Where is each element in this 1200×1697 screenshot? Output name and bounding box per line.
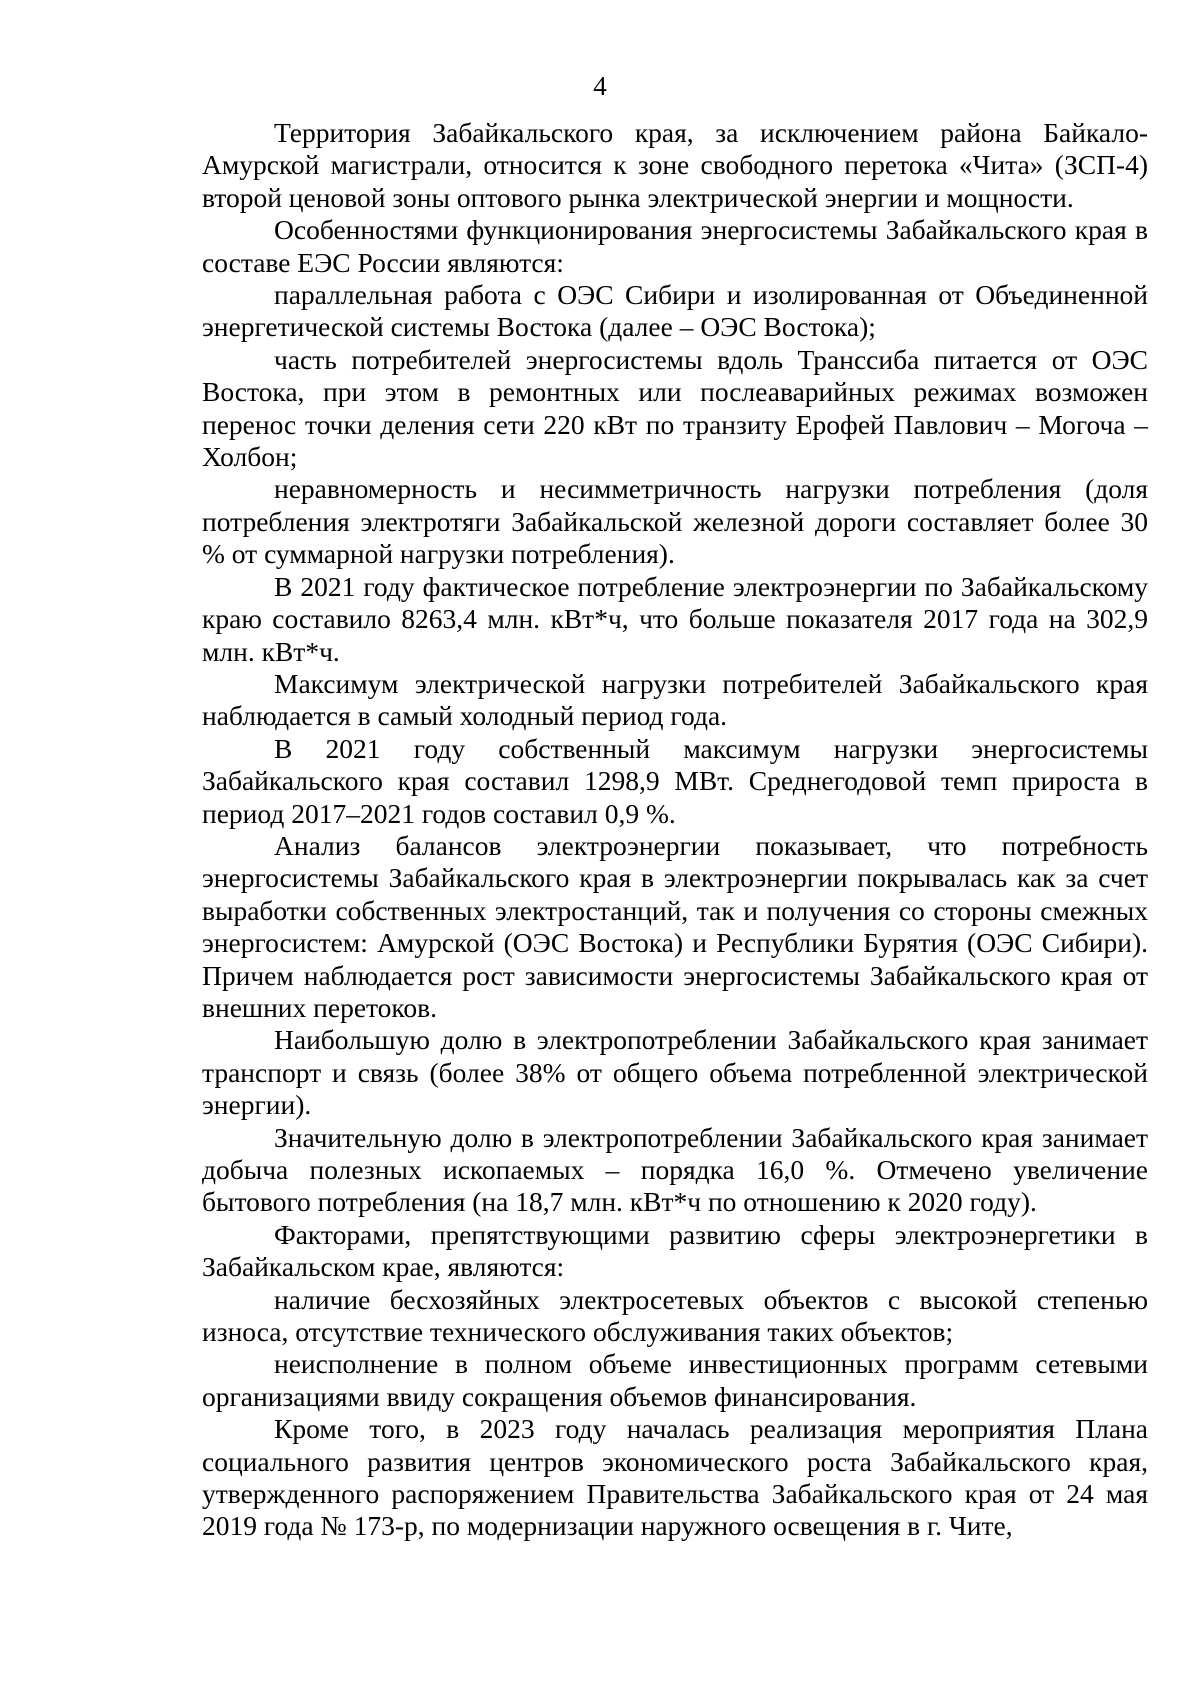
paragraph-peak-load-2021: В 2021 году собственный максимум нагрузки энергосистемы Забайкальского края составил 1298,9 МВт. Среднегодовой темп прироста в период 2017–2021 годов составил 0,9 %. [202, 732, 1148, 829]
paragraph-features-intro: Особенностями функционирования энергосистемы Забайкальского края в составе ЕЭС России являются: [202, 214, 1148, 278]
paragraph-mining-share: Значительную долю в электропотреблении Забайкальского края занимает добыча полезных ископаемых – порядка 16,0 %. Отмечено увеличение бытового потребления (на 18,7 млн. кВт*ч по отношению к 2020 году). [202, 1121, 1148, 1218]
paragraph-consumption-2021: В 2021 году фактическое потребление электроэнергии по Забайкальскому краю составило 8263,4 млн. кВт*ч, что больше показателя 2017 года на 302,9 млн. кВт*ч. [202, 570, 1148, 667]
paragraph-lighting-modernization: Кроме того, в 2023 году началась реализация мероприятия Плана социального развития центров экономического роста Забайкальского края, утвержденного распоряжением Правительства Забайкальского края от 24 мая 2019 года № 173-р, по модернизации наружного освещения в г. Чите, [202, 1413, 1148, 1542]
paragraph-load-unevenness: неравномерность и несимметричность нагрузки потребления (доля потребления электротяги Забайкальской железной дороги составляет более 30 % от суммарной нагрузки потребления). [202, 473, 1148, 570]
paragraph-obstacles-intro: Факторами, препятствующими развитию сферы электроэнергетики в Забайкальском крае, являются: [202, 1218, 1148, 1283]
paragraph-balance-analysis: Анализ балансов электроэнергии показывает, что потребность энергосистемы Забайкальского края в электроэнергии покрывалась как за счет выработки собственных электростанций, так и получения со стороны смежных энергосистем: Амурской (ОЭС Востока) и Республики Бурятия (ОЭС Сибири). Причем наблюдается рост зависимости энергосистемы Забайкальского края от внешних перетоков. [202, 829, 1148, 1023]
paragraph-transport-share: Наибольшую долю в электропотреблении Забайкальского края занимает транспорт и связь (более 38% от общего объема потребленной электрической энергии). [202, 1024, 1148, 1121]
paragraph-parallel-operation: параллельная работа с ОЭС Сибири и изолированная от Объединенной энергетической системы Востока (далее – ОЭС Востока); [202, 279, 1148, 343]
document-body [202, 117, 1148, 1543]
page-number: 4 [593, 71, 607, 101]
paragraph-territory: Территория Забайкальского края, за исключением района Байкало-Амурской магистрали, относится к зоне свободного перетока «Чита» (ЗСП-4) второй ценовой зоны оптового рынка электрической энергии и мощности. [202, 117, 1148, 213]
paragraph-ownerless-grid: наличие бесхозяйных электросетевых объектов с высокой степенью износа, отсутствие технического обслуживания таких объектов; [202, 1283, 1148, 1348]
paragraph-transsib-consumers: часть потребителей энергосистемы вдоль Транссиба питается от ОЭС Востока, при этом в ремонтных или послеаварийных режимах возможен перенос точки деления сети 220 кВт по транзиту Ерофей Павлович – Могоча – Холбон; [202, 343, 1148, 473]
paragraph-investment-programs: неисполнение в полном объеме инвестиционных программ сетевыми организациями ввиду сокращения объемов финансирования. [202, 1348, 1148, 1412]
paragraph-peak-load-period: Максимум электрической нагрузки потребителей Забайкальского края наблюдается в самый холодный период года. [202, 667, 1148, 732]
